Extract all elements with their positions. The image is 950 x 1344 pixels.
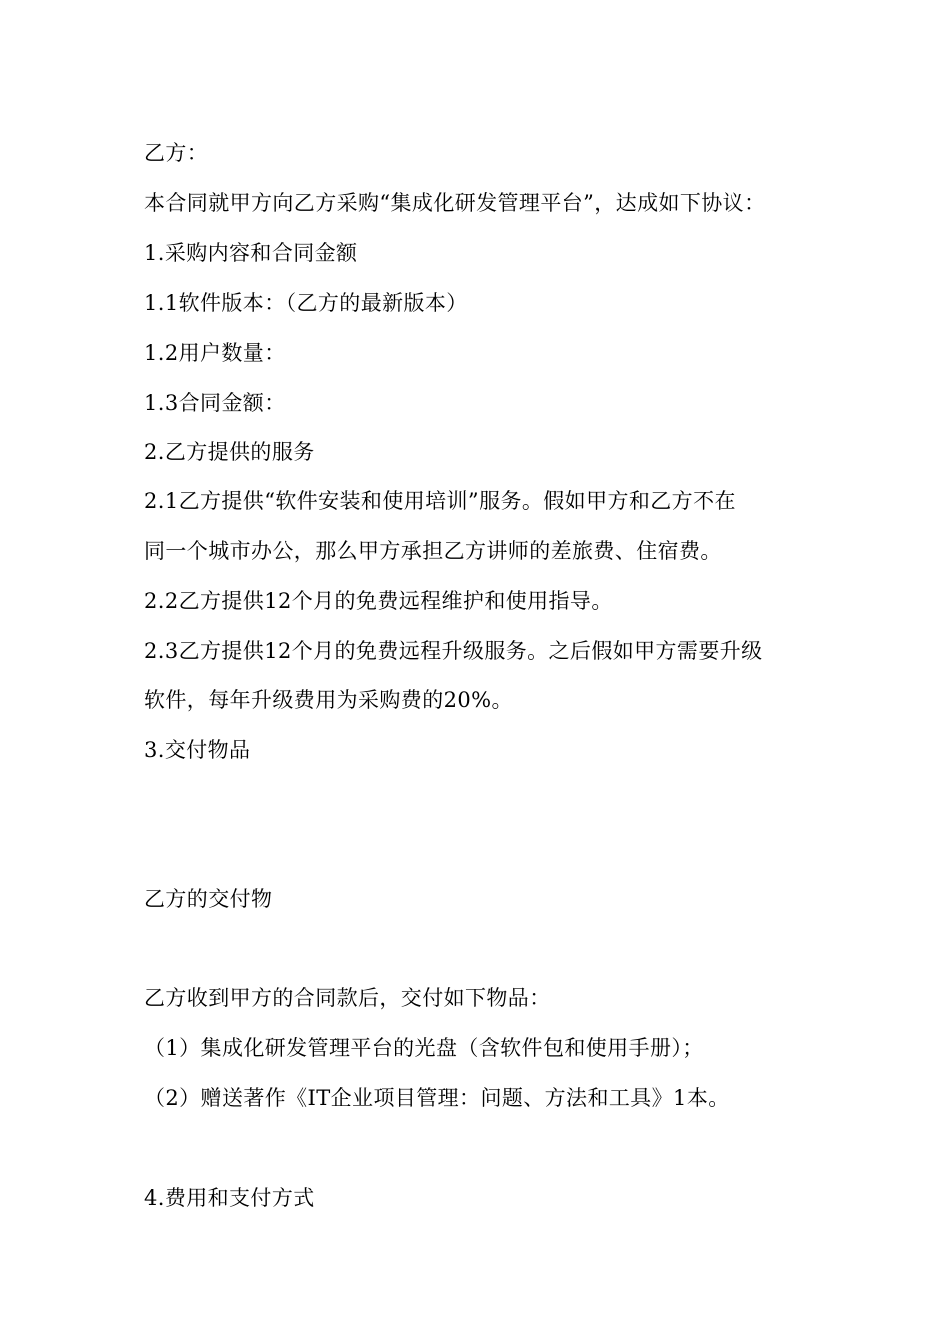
intro-paragraph: 本合同就甲方向乙方采购“集成化研发管理平台”，达成如下协议： bbox=[144, 191, 766, 215]
section-3-subheading: 乙方的交付物 bbox=[144, 887, 273, 911]
section-1-heading: 1.采购内容和合同金额 bbox=[144, 241, 358, 265]
section-4-heading: 4.费用和支付方式 bbox=[144, 1186, 315, 1210]
clause-1-2: 1.2用户数量： bbox=[144, 341, 286, 365]
clause-1-1: 1.1软件版本：（乙方的最新版本） bbox=[144, 291, 468, 315]
clause-2-1-line-1: 2.1乙方提供“软件安装和使用培训”服务。假如甲方和乙方不在 bbox=[144, 489, 736, 513]
section-3-heading: 3.交付物品 bbox=[144, 738, 251, 762]
clause-2-3-line-1: 2.3乙方提供12个月的免费远程升级服务。之后假如甲方需要升级 bbox=[144, 639, 763, 663]
clause-1-3: 1.3合同金额： bbox=[144, 391, 286, 415]
clause-2-3-line-2: 软件，每年升级费用为采购费的20%。 bbox=[144, 688, 513, 712]
party-b-label: 乙方： bbox=[144, 141, 209, 165]
clause-2-1-line-2: 同一个城市办公，那么甲方承担乙方讲师的差旅费、住宿费。 bbox=[144, 539, 722, 563]
section-2-heading: 2.乙方提供的服务 bbox=[144, 440, 315, 464]
clause-2-2: 2.2乙方提供12个月的免费远程维护和使用指导。 bbox=[144, 589, 613, 613]
deliverable-item-2: （2）赠送著作《IT企业项目管理：问题、方法和工具》1本。 bbox=[144, 1086, 730, 1110]
deliverable-item-1: （1）集成化研发管理平台的光盘（含软件包和使用手册）； bbox=[144, 1036, 704, 1060]
section-3-intro: 乙方收到甲方的合同款后，交付如下物品： bbox=[144, 986, 551, 1010]
